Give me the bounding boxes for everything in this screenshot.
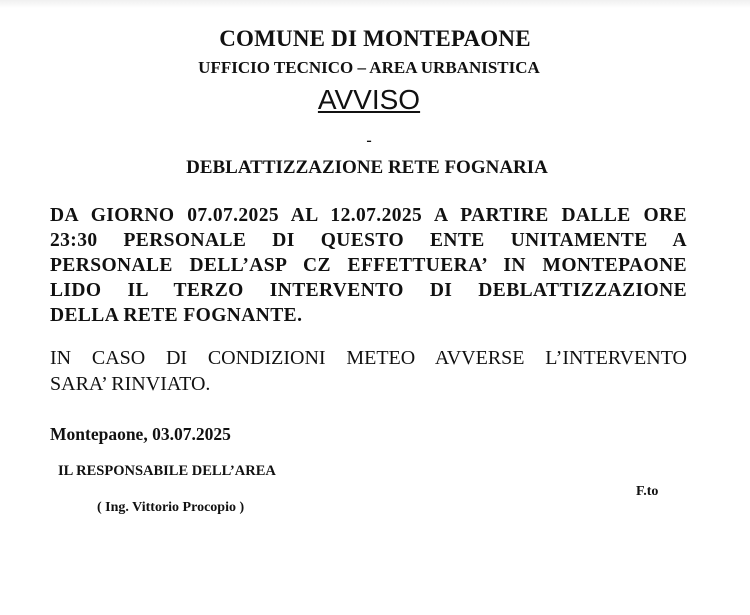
body-line: DELLA RETE FOGNANTE.	[50, 305, 303, 326]
notice-line: SARA’ RINVIATO.	[50, 373, 211, 395]
notice-subject: DEBLATTIZZAZIONE RETE FOGNARIA	[186, 157, 548, 178]
signature-mark: F.to	[636, 484, 659, 499]
body-line: PERSONALE DELL’ASP CZ EFFETTUERA’ IN MONTEPAONE	[50, 255, 687, 276]
responsible-name: ( Ing. Vittorio Procopio )	[97, 500, 245, 515]
responsible-title: IL RESPONSABILE DELL’AREA	[58, 463, 276, 479]
separator-dash: -	[366, 132, 372, 149]
notice-heading: AVVISO	[317, 84, 421, 115]
scan-top-edge	[0, 0, 750, 8]
body-line: 23:30 PERSONALE DI QUESTO ENTE UNITAMENTE A	[50, 230, 687, 251]
municipality-title: COMUNE DI MONTEPAONE	[219, 26, 531, 51]
postponement-notice	[50, 345, 687, 397]
office-subtitle: UFFICIO TECNICO – AREA URBANISTICA	[198, 58, 540, 77]
notice-line: IN CASO DI CONDIZIONI METEO AVVERSE L’INTERVENTO	[50, 347, 687, 369]
body-line: LIDO IL TERZO INTERVENTO DI DEBLATTIZZAZIONE	[50, 280, 687, 301]
notice-body	[50, 203, 687, 328]
place-date: Montepaone, 03.07.2025	[50, 424, 231, 444]
body-line: DA GIORNO 07.07.2025 AL 12.07.2025 A PARTIRE DALLE ORE	[50, 205, 687, 226]
